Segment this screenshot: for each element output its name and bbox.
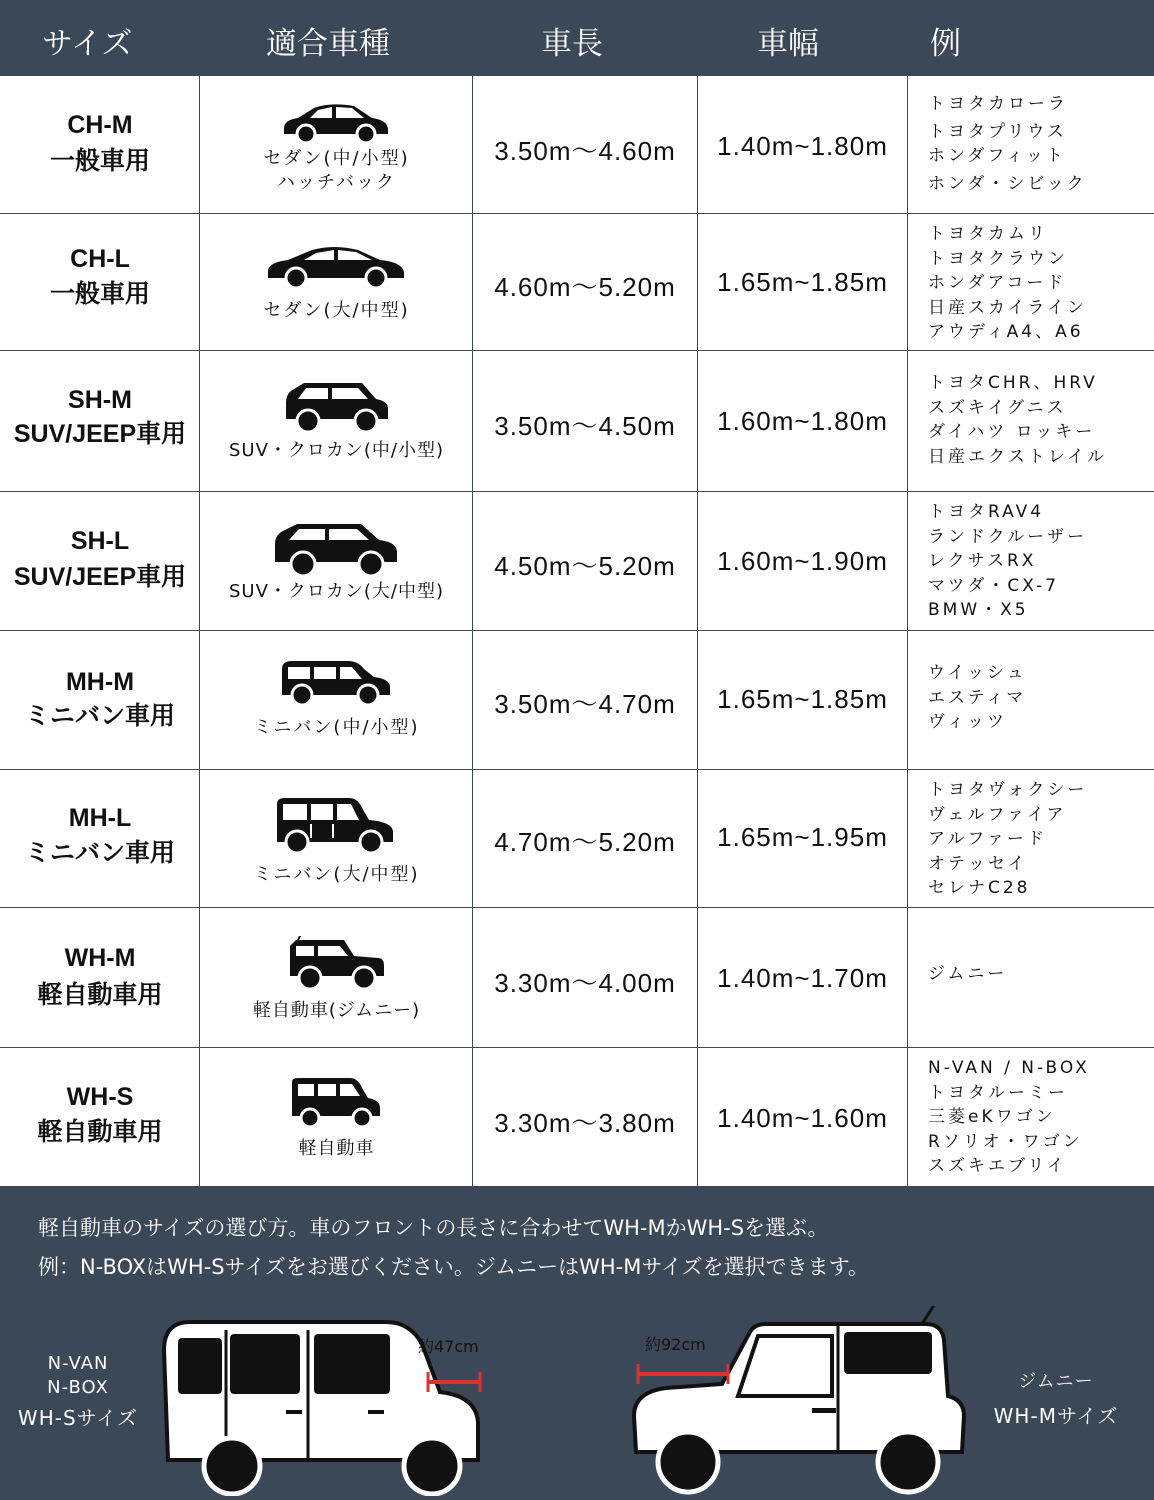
- size-code: WH-S: [66, 1083, 134, 1111]
- length-cell: [473, 908, 698, 1047]
- vehicle-cell: [200, 1048, 473, 1188]
- examples-list: [928, 1056, 1090, 1179]
- example-item: トヨタクラウン: [928, 248, 1068, 269]
- width-value: 1.65m~1.85m: [717, 267, 888, 297]
- size-use: 一般車用: [49, 147, 150, 175]
- example-item: ホンダフィット: [928, 146, 1066, 166]
- size-cell: [0, 351, 200, 491]
- length-cell: [473, 1048, 698, 1188]
- kei-car-icon: [288, 1076, 384, 1128]
- header-length: 車長: [541, 26, 603, 62]
- width-cell: [698, 214, 908, 350]
- size-code: MH-M: [65, 668, 135, 696]
- example-item: 三菱eKワゴン: [928, 1107, 1056, 1127]
- guide-note-2: 例：N-BOXはWH-Sサイズをお選びください。ジムニーはWH-Mサイズを選択できます。: [38, 1255, 869, 1279]
- size-code: SH-L: [70, 527, 130, 555]
- table-row: [0, 631, 1154, 770]
- guide-note-1: 軽自動車のサイズの選び方。車のフロントの長さに合わせてWH-MかWH-Sを選ぶ。: [38, 1216, 829, 1240]
- size-use: 一般車用: [49, 280, 150, 308]
- example-item: Rソリオ・ワゴン: [928, 1131, 1083, 1152]
- width-cell: [698, 492, 908, 630]
- width-value: 1.65m~1.95m: [717, 822, 888, 852]
- minivan-large-icon: [273, 796, 399, 856]
- example-item: トヨタカムリ: [928, 224, 1048, 244]
- examples-list: [928, 371, 1107, 469]
- examples-cell: [908, 631, 1154, 769]
- size-code: SH-M: [68, 386, 132, 414]
- examples-cell: [908, 770, 1154, 907]
- example-item: BMW・X5: [928, 600, 1029, 620]
- example-item: セレナC28: [928, 878, 1031, 898]
- example-item: トヨタCHR、HRV: [928, 373, 1098, 393]
- examples-list: [928, 90, 1087, 198]
- width-value: 1.40m~1.80m: [717, 131, 888, 161]
- left-vehicle-label: [8, 1352, 148, 1430]
- length-value: 4.60m～5.20m: [494, 272, 676, 302]
- vehicle-type-line: セダン(大/中型): [263, 300, 410, 321]
- size-cell: [0, 770, 200, 907]
- example-item: アルファード: [928, 829, 1047, 849]
- table-row: [0, 76, 1154, 214]
- width-cell: [698, 351, 908, 491]
- width-cell: [698, 631, 908, 769]
- length-value: 3.50m～4.70m: [494, 689, 676, 719]
- vehicle-cell: [200, 631, 473, 769]
- sedan-large-icon: [264, 244, 408, 290]
- vehicle-type-line: セダン(中/小型): [263, 148, 410, 169]
- size-use: 軽自動車用: [37, 981, 163, 1009]
- length-value: 4.50m～5.20m: [494, 551, 676, 581]
- left-label-size: WH-Sサイズ: [17, 1406, 139, 1430]
- vehicle-type-line: ハッチバック: [277, 172, 396, 193]
- length-cell: [473, 631, 698, 769]
- vehicle-type-line: ミニバン(大/中型): [253, 864, 420, 885]
- examples-cell: [908, 908, 1154, 1047]
- header-vehicle: 適合車種: [266, 26, 390, 62]
- length-cell: [473, 492, 698, 630]
- vehicle-cell: [200, 214, 473, 350]
- vehicle-type-line: 軽自動車(ジムニー): [252, 1000, 421, 1021]
- vehicle-cell: [200, 351, 473, 491]
- table-row: [0, 1048, 1154, 1188]
- size-code: WH-M: [64, 944, 136, 972]
- left-label-line: N-VAN: [47, 1353, 109, 1374]
- vehicle-type-line: ミニバン(中/小型): [253, 717, 420, 738]
- right-label-size: WH-Mサイズ: [993, 1404, 1119, 1428]
- header-example: 例: [930, 26, 961, 62]
- length-value: 3.50m～4.60m: [494, 136, 676, 166]
- length-value: 3.30m～4.00m: [494, 968, 676, 998]
- vehicle-cell: [200, 76, 473, 213]
- size-code: CH-M: [67, 111, 133, 139]
- example-item: スズキエブリイ: [928, 1156, 1067, 1176]
- example-item: ホンダアコード: [928, 273, 1067, 293]
- example-item: エスティマ: [928, 687, 1027, 708]
- example-item: ヴェルファイア: [928, 804, 1067, 825]
- size-use: SUV/JEEP車用: [13, 563, 187, 591]
- examples-list: [928, 962, 1007, 987]
- size-cell: [0, 492, 200, 630]
- size-code: MH-L: [68, 804, 132, 832]
- size-cell: [0, 908, 200, 1047]
- length-cell: [473, 76, 698, 213]
- size-cell: [0, 1048, 200, 1188]
- length-value: 3.50m～4.50m: [494, 411, 676, 441]
- width-cell: [698, 1048, 908, 1188]
- size-use: SUV/JEEP車用: [13, 420, 187, 448]
- example-item: ダイハツ ロッキー: [928, 422, 1096, 442]
- examples-cell: [908, 214, 1154, 350]
- header-size: サイズ: [42, 26, 133, 62]
- example-item: ジムニー: [928, 964, 1008, 984]
- length-cell: [473, 770, 698, 907]
- table-header: [0, 0, 1154, 74]
- size-code: CH-L: [70, 245, 130, 273]
- left-label-line: N-BOX: [47, 1377, 109, 1398]
- jimny-front-measure: 約92cm: [645, 1335, 706, 1354]
- example-item: N-VAN / N-BOX: [928, 1058, 1090, 1078]
- vehicle-cell: [200, 492, 473, 630]
- width-cell: [698, 770, 908, 907]
- table-row: [0, 351, 1154, 492]
- vehicle-cell: [200, 908, 473, 1047]
- size-cell: [0, 214, 200, 350]
- table-row: [0, 908, 1154, 1048]
- width-value: 1.40m~1.60m: [717, 1103, 888, 1133]
- table-row: [0, 770, 1154, 908]
- example-item: アウディA4、A6: [928, 322, 1084, 342]
- examples-cell: [908, 351, 1154, 491]
- example-item: トヨタヴォクシー: [928, 780, 1088, 800]
- jimny-icon: [284, 936, 388, 990]
- vehicle-type-line: SUV・クロカン(大/中型): [228, 581, 445, 602]
- n-box-front-measure: 約47cm: [418, 1337, 479, 1356]
- length-cell: [473, 214, 698, 350]
- vehicle-type-line: 軽自動車: [298, 1138, 375, 1159]
- width-value: 1.60m~1.90m: [717, 546, 888, 576]
- examples-cell: [908, 76, 1154, 213]
- kei-size-guide: [0, 1186, 1154, 1500]
- length-value: 3.30m～3.80m: [494, 1108, 676, 1138]
- example-item: トヨタルーミー: [928, 1082, 1068, 1103]
- examples-list: [928, 222, 1087, 345]
- examples-list: [928, 500, 1087, 623]
- header-width: 車幅: [757, 26, 819, 62]
- table-row: [0, 214, 1154, 351]
- example-item: 日産エクストレイル: [928, 446, 1107, 467]
- width-cell: [698, 76, 908, 213]
- examples-list: [928, 778, 1087, 901]
- example-item: ホンダ・シビック: [928, 174, 1087, 194]
- examples-cell: [908, 1048, 1154, 1188]
- examples-list: [928, 661, 1027, 735]
- length-cell: [473, 351, 698, 491]
- example-item: レクサスRX: [928, 551, 1037, 571]
- suv-large-icon: [271, 520, 401, 578]
- size-cell: [0, 631, 200, 769]
- size-cell: [0, 76, 200, 213]
- size-table: [0, 74, 1154, 1176]
- example-item: 日産スカイライン: [928, 297, 1087, 318]
- width-value: 1.40m~1.70m: [717, 963, 888, 993]
- suv-small-icon: [280, 379, 392, 435]
- minivan-small-icon: [278, 657, 394, 707]
- size-use: ミニバン車用: [24, 702, 175, 730]
- length-value: 4.70m～5.20m: [494, 827, 676, 857]
- example-item: オテッセイ: [928, 853, 1028, 874]
- example-item: マツダ・CX-7: [928, 575, 1059, 596]
- example-item: スズキイグニス: [928, 397, 1067, 418]
- example-item: ウイッシュ: [928, 663, 1027, 683]
- example-item: ヴィッツ: [928, 712, 1007, 732]
- width-cell: [698, 908, 908, 1047]
- vehicle-cell: [200, 770, 473, 907]
- width-value: 1.65m~1.85m: [717, 684, 888, 714]
- vehicle-type-line: SUV・クロカン(中/小型): [228, 440, 445, 461]
- table-row: [0, 492, 1154, 631]
- example-item: トヨタプリウス: [928, 122, 1067, 142]
- width-value: 1.60m~1.80m: [717, 406, 888, 436]
- sedan-small-icon: [280, 100, 392, 144]
- right-vehicle-label: [976, 1370, 1136, 1428]
- right-label-line: ジムニー: [1018, 1371, 1094, 1392]
- example-item: ランドクルーザー: [928, 526, 1088, 547]
- size-use: 軽自動車用: [37, 1118, 163, 1146]
- example-item: トヨタRAV4: [928, 502, 1045, 522]
- examples-cell: [908, 492, 1154, 630]
- size-use: ミニバン車用: [24, 839, 175, 867]
- example-item: トヨタカローラ: [928, 94, 1068, 114]
